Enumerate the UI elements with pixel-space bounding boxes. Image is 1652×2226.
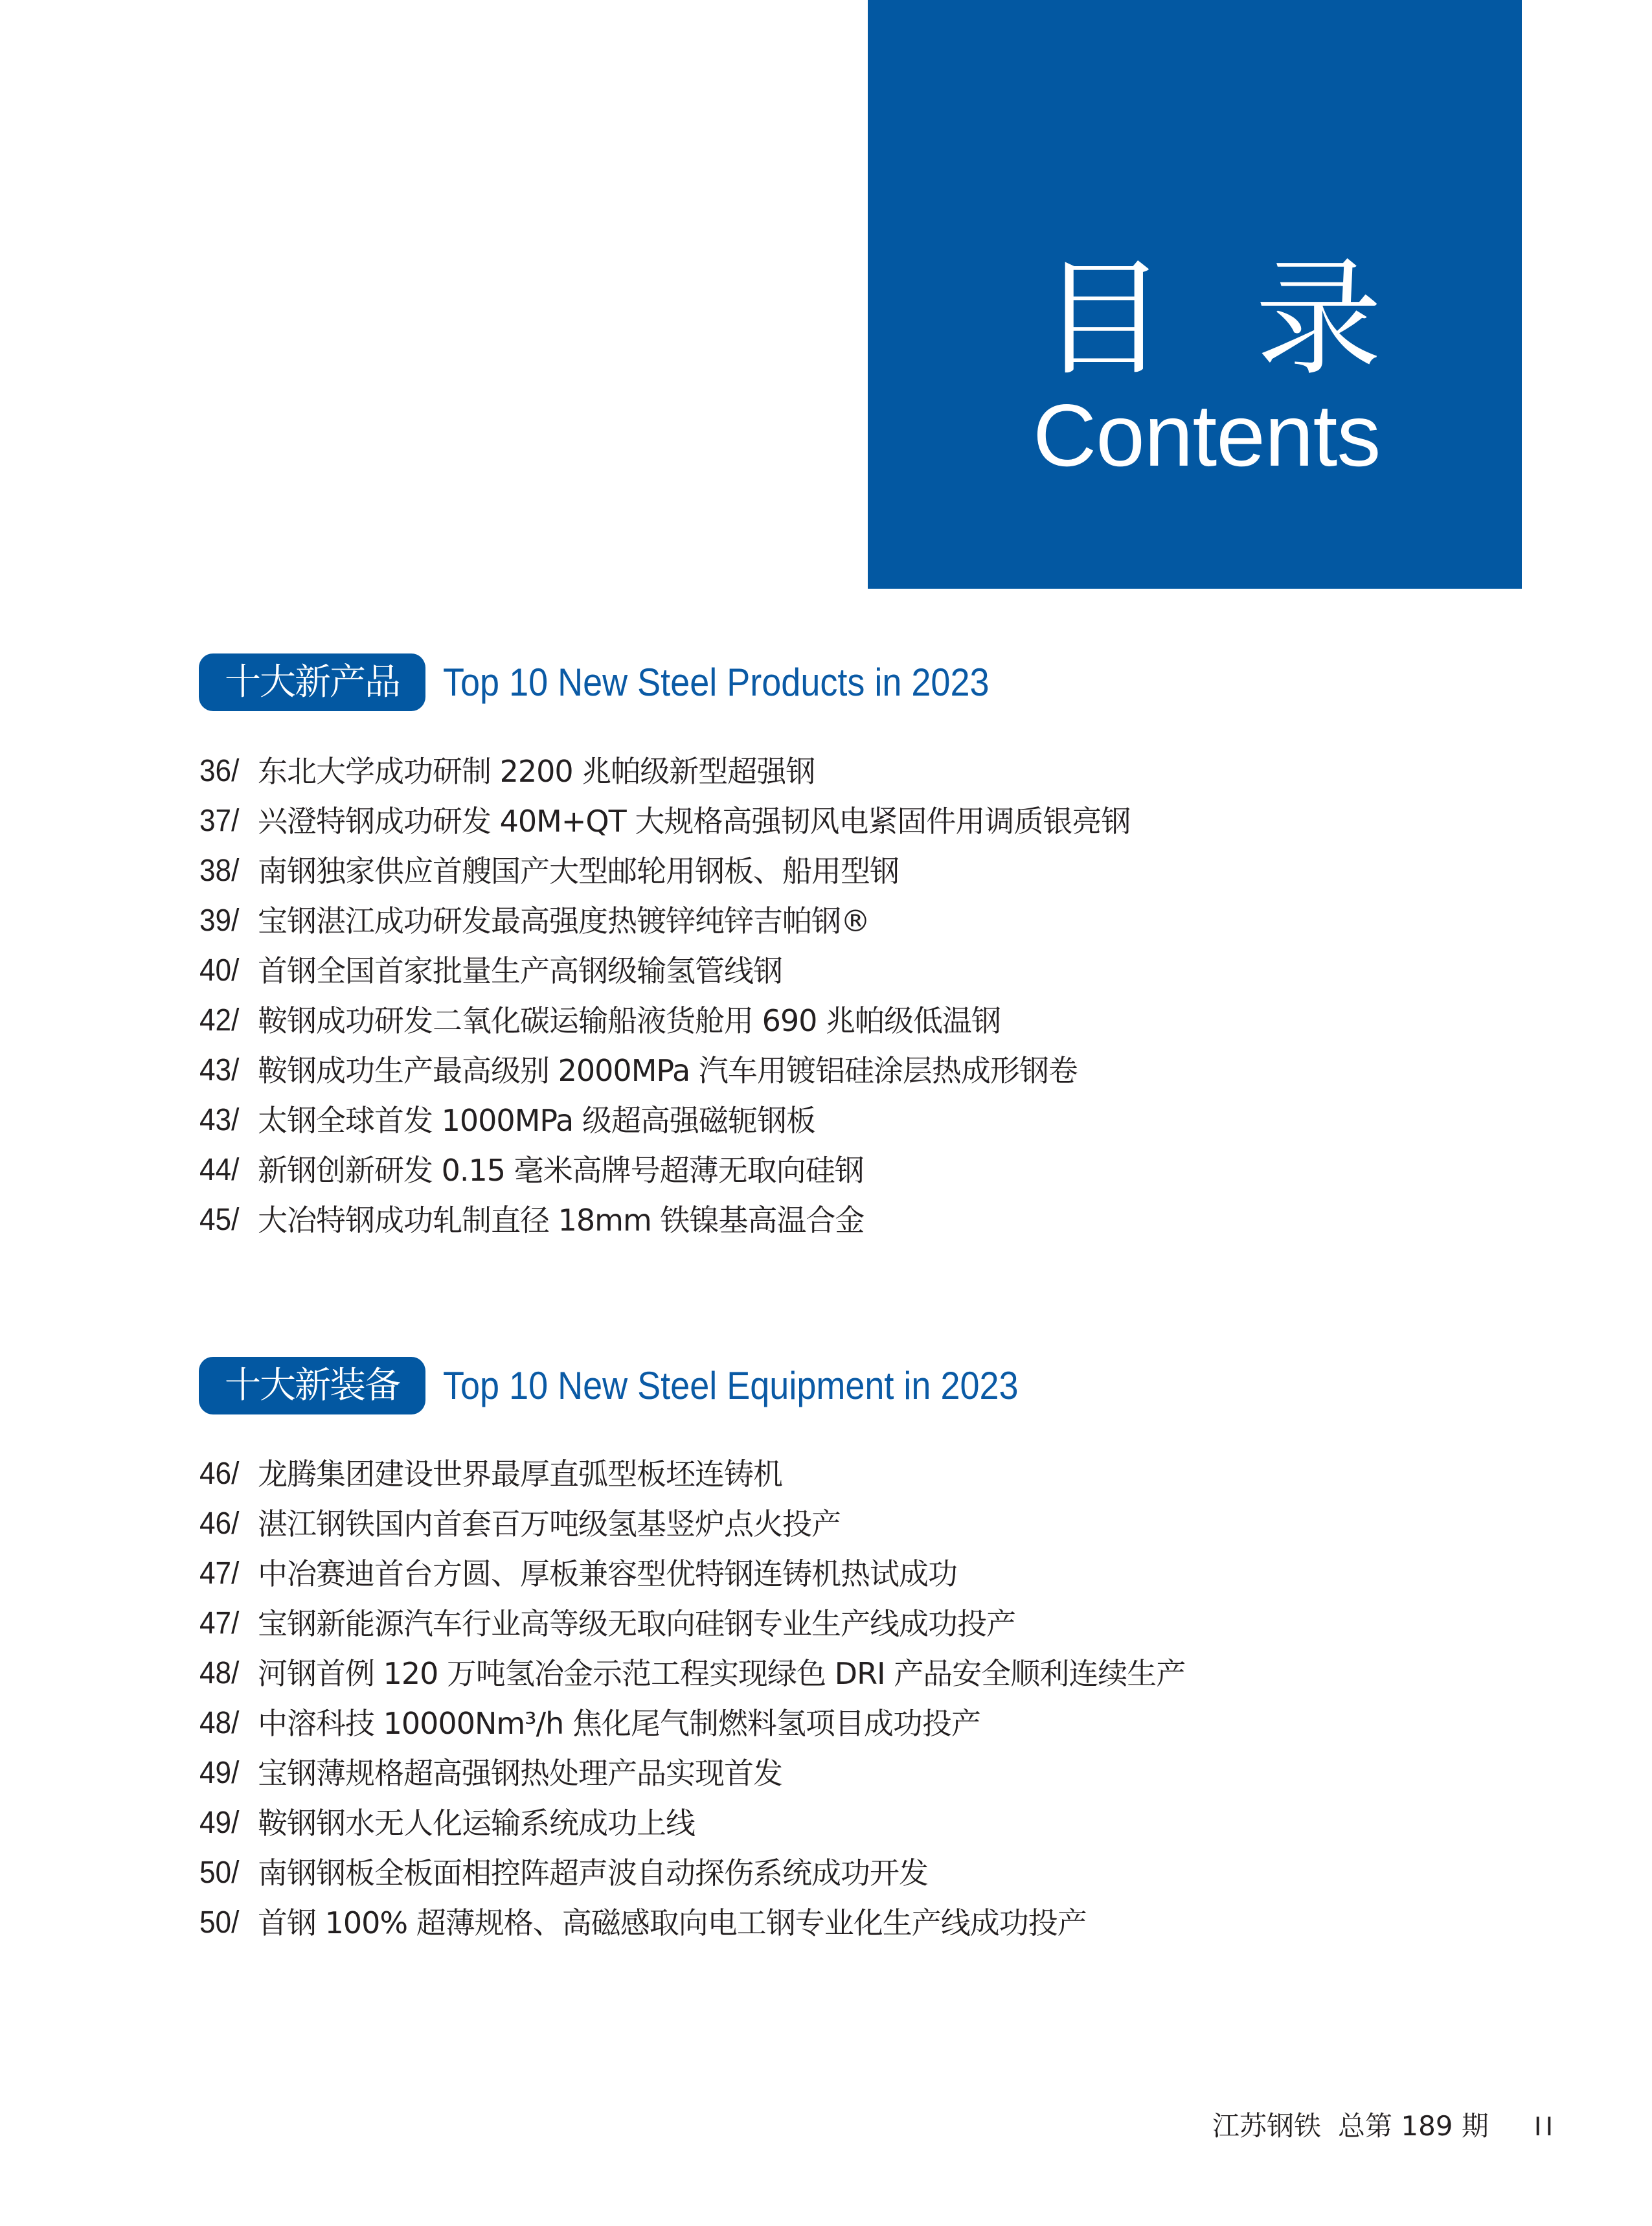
- toc-page-number: 48/: [199, 1655, 240, 1690]
- toc-page-number: 46/: [199, 1456, 240, 1491]
- toc-item[interactable]: [199, 1549, 1185, 1598]
- toc-item[interactable]: [199, 1648, 1185, 1698]
- toc-entry-title: 东北大学成功研制 2200 兆帕级新型超强钢: [258, 753, 815, 789]
- section-badge-products: 十大新产品: [199, 653, 425, 711]
- toc-page-number: 39/: [199, 903, 240, 938]
- toc-page-number: 37/: [199, 803, 240, 838]
- toc-page-number: 45/: [199, 1202, 240, 1237]
- toc-item[interactable]: [199, 1195, 1130, 1245]
- toc-entry-title: 河钢首例 120 万吨氢冶金示范工程实现绿色 DRI 产品安全顺利连续生产: [258, 1655, 1186, 1691]
- toc-page-number: 43/: [199, 1102, 240, 1137]
- toc-page-number: 47/: [199, 1556, 240, 1591]
- toc-list-equipment: [199, 1449, 1185, 1948]
- toc-page-number: 36/: [199, 753, 240, 788]
- section-heading-products: Top 10 New Steel Products in 2023: [443, 660, 990, 704]
- toc-page-number: 43/: [199, 1052, 240, 1087]
- toc-entry-title: 兴澄特钢成功研发 40M+QT 大规格高强韧风电紧固件用调质银亮钢: [258, 803, 1131, 839]
- publication-name: 江苏钢铁: [1212, 2110, 1322, 2142]
- page-folio: II: [1533, 2111, 1557, 2141]
- toc-page-number: 42/: [199, 1003, 240, 1038]
- section-heading-equipment: Top 10 New Steel Equipment in 2023: [443, 1363, 1019, 1407]
- title-char-2: 录: [1255, 245, 1383, 393]
- toc-page-number: 40/: [199, 953, 240, 988]
- toc-item[interactable]: [199, 1698, 1185, 1748]
- toc-entry-title: 龙腾集团建设世界最厚直弧型板坯连铸机: [258, 1456, 782, 1492]
- toc-item[interactable]: [199, 1045, 1130, 1095]
- title-english: Contents: [1033, 386, 1381, 484]
- toc-item[interactable]: [199, 1598, 1185, 1648]
- toc-entry-title: 鞍钢钢水无人化运输系统成功上线: [258, 1805, 695, 1841]
- toc-item[interactable]: [199, 1898, 1185, 1948]
- toc-list-products: [199, 746, 1130, 1245]
- contents-title-block: [868, 0, 1522, 589]
- toc-item[interactable]: [199, 1499, 1185, 1549]
- toc-entry-title: 宝钢薄规格超高强钢热处理产品实现首发: [258, 1755, 782, 1791]
- toc-entry-title: 南钢钢板全板面相控阵超声波自动探伤系统成功开发: [258, 1855, 928, 1891]
- toc-item[interactable]: [199, 1449, 1185, 1499]
- toc-entry-title: 鞍钢成功生产最高级别 2000MPa 汽车用镀铝硅涂层热成形钢卷: [258, 1052, 1078, 1088]
- toc-page-number: 48/: [199, 1705, 240, 1740]
- toc-page-number: 50/: [199, 1905, 240, 1940]
- toc-item[interactable]: [199, 746, 1130, 796]
- toc-entry-title: 首钢 100% 超薄规格、高磁感取向电工钢专业化生产线成功投产: [258, 1905, 1087, 1940]
- title-char-1: 目: [1040, 245, 1168, 393]
- toc-page-number: 46/: [199, 1506, 240, 1541]
- toc-page-number: 44/: [199, 1152, 240, 1187]
- toc-page-number: 50/: [199, 1855, 240, 1890]
- toc-item[interactable]: [199, 1095, 1130, 1145]
- toc-entry-title: 宝钢湛江成功研发最高强度热镀锌纯锌吉帕钢®: [258, 903, 870, 938]
- toc-item[interactable]: [199, 1798, 1185, 1848]
- issue-number: 总第 189 期: [1338, 2110, 1489, 2142]
- toc-entry-title: 中冶赛迪首台方圆、厚板兼容型优特钢连铸机热试成功: [258, 1556, 957, 1591]
- section-header-products: [199, 653, 1050, 711]
- toc-entry-title: 新钢创新研发 0.15 毫米高牌号超薄无取向硅钢: [258, 1152, 864, 1188]
- toc-item[interactable]: [199, 896, 1130, 946]
- toc-entry-title: 南钢独家供应首艘国产大型邮轮用钢板、船用型钢: [258, 853, 899, 889]
- toc-item[interactable]: [199, 1145, 1130, 1195]
- toc-page-number: 47/: [199, 1606, 240, 1641]
- section-header-equipment: [199, 1357, 1082, 1414]
- toc-page-number: 49/: [199, 1805, 240, 1840]
- toc-item[interactable]: [199, 1848, 1185, 1898]
- toc-page-number: 38/: [199, 853, 240, 888]
- toc-item[interactable]: [199, 796, 1130, 846]
- title-chinese: [1040, 245, 1383, 393]
- toc-item[interactable]: [199, 846, 1130, 896]
- toc-entry-title: 太钢全球首发 1000MPa 级超高强磁轭钢板: [258, 1102, 815, 1138]
- toc-entry-title: 鞍钢成功研发二氧化碳运输船液货舱用 690 兆帕级低温钢: [258, 1003, 1001, 1038]
- toc-entry-title: 首钢全国首家批量生产高钢级输氢管线钢: [258, 953, 782, 988]
- toc-entry-title: 大冶特钢成功轧制直径 18mm 铁镍基高温合金: [258, 1202, 865, 1238]
- toc-entry-title: 宝钢新能源汽车行业高等级无取向硅钢专业生产线成功投产: [258, 1606, 1015, 1641]
- toc-page-number: 49/: [199, 1755, 240, 1790]
- toc-entry-title: 中溶科技 10000Nm³/h 焦化尾气制燃料氢项目成功投产: [258, 1705, 980, 1741]
- toc-item[interactable]: [199, 946, 1130, 995]
- page-footer: [1212, 2110, 1557, 2142]
- toc-entry-title: 湛江钢铁国内首套百万吨级氢基竖炉点火投产: [258, 1506, 841, 1541]
- section-badge-equipment: 十大新装备: [199, 1357, 425, 1414]
- toc-item[interactable]: [199, 995, 1130, 1045]
- toc-item[interactable]: [199, 1748, 1185, 1798]
